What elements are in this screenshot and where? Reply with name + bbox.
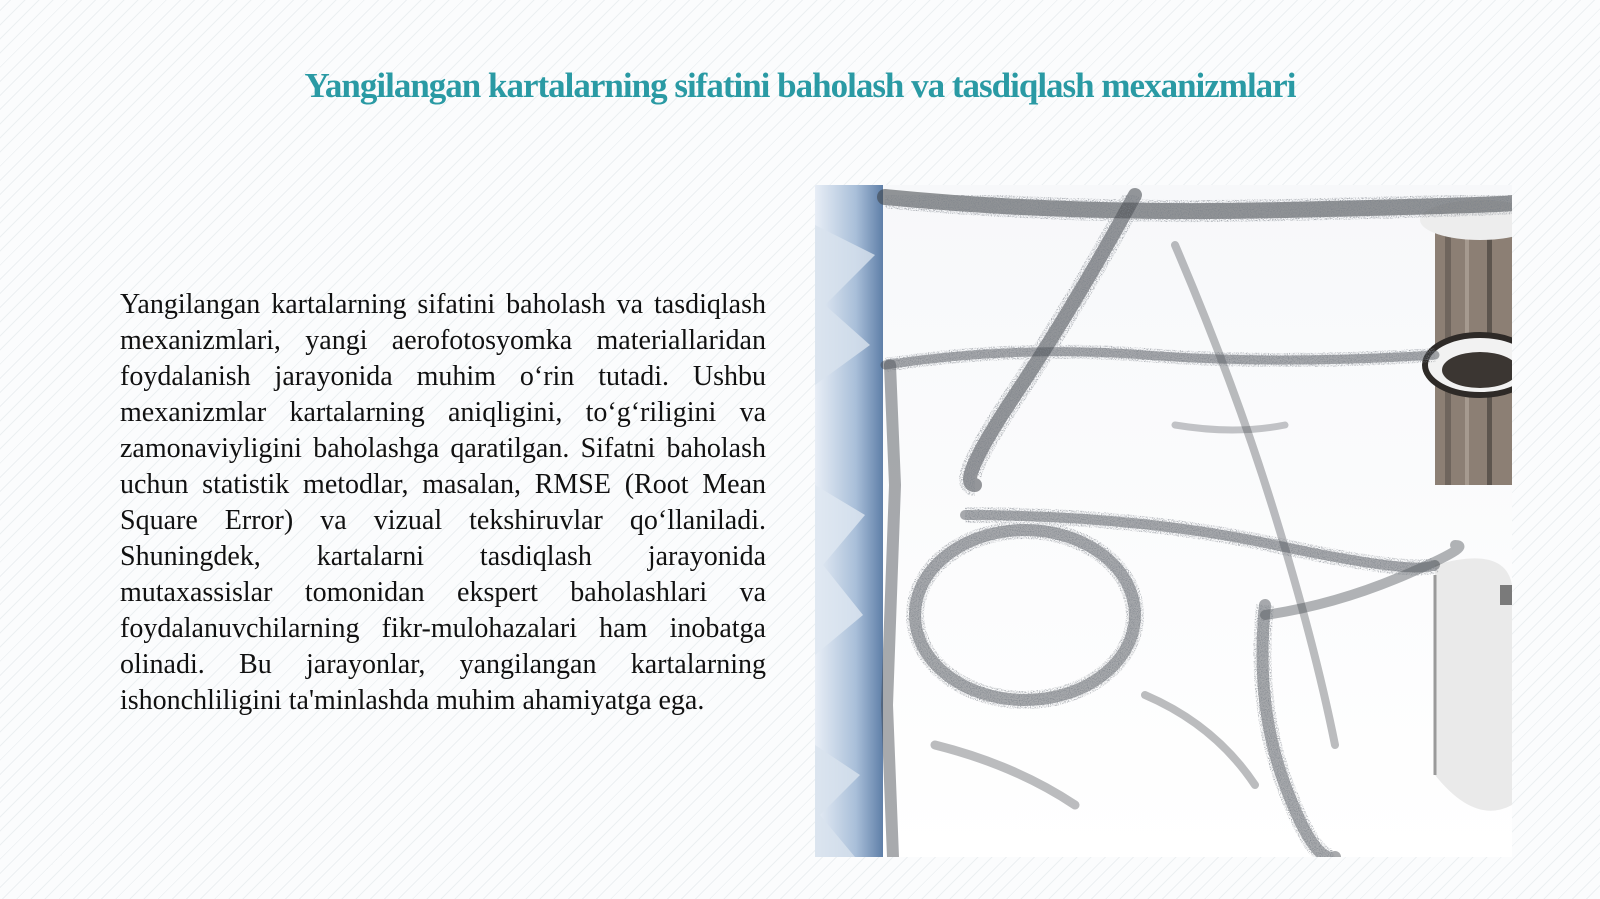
slide-title: Yangilangan kartalarning sifatini baholash va tasdiqlash mexanizmlari	[304, 66, 1296, 105]
slide-body-text: Yangilangan kartalarning sifatini baholash va tasdiqlash mexanizmlari, yangi aerofotosyomka materiallaridan foydalanish jarayonida muhim o‘rin tutadi. Ushbu mexanizmlar kartalarning aniqligini, to‘g‘riligini va zamonaviyligini baholashga qaratilgan. Sifatni baholash uchun statistik metodlar, masalan, RMSE (Root Mean Square Error) va vizual tekshiruvlar qo‘llaniladi. Shuningdek, kartalarni tasdiqlash jarayonida mutaxassislar tomonidan ekspert baholashlari va foydalanuvchilarning fikr-mulohazalari ham inobatga olinadi. Bu jarayonlar, yangilangan kartalarning ishonchliligini ta'minlashda muhim ahamiyatga ega.	[120, 289, 766, 716]
aerial-snow-photo	[815, 185, 1512, 857]
